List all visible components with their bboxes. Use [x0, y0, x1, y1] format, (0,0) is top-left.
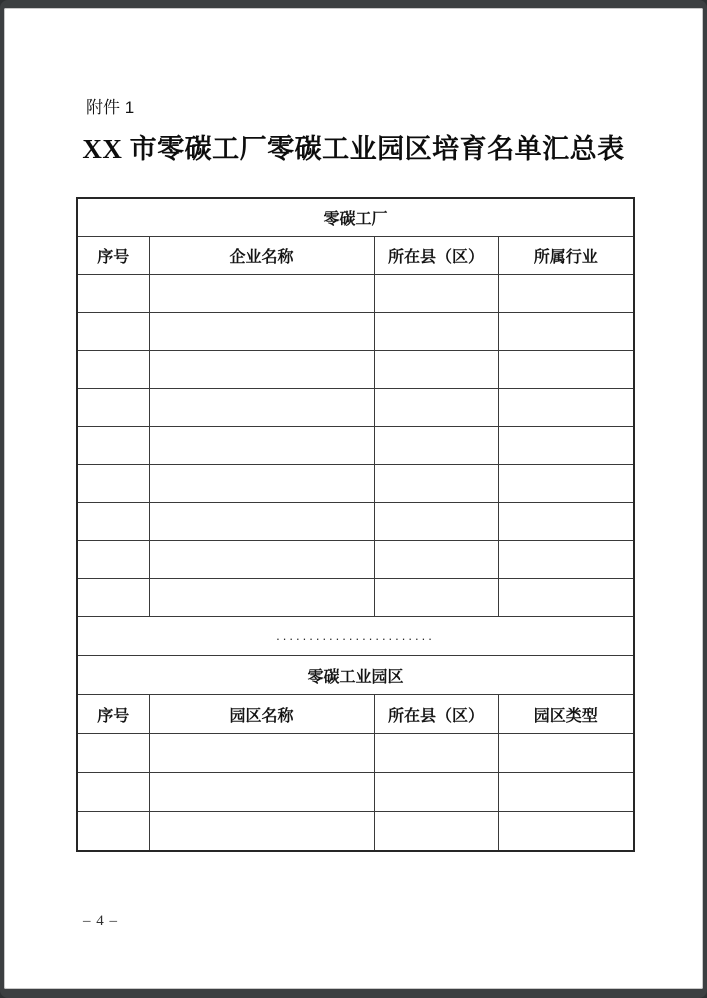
- separator-body: [77, 617, 634, 656]
- factory-section-title: 零碳工厂: [77, 198, 634, 237]
- empty-row: [77, 313, 634, 351]
- empty-cell: [77, 351, 149, 389]
- empty-cell: [149, 427, 374, 465]
- attachment-label: 附件 1: [86, 98, 135, 117]
- park-section-title: 零碳工业园区: [77, 656, 634, 695]
- empty-cell: [149, 389, 374, 427]
- empty-row: [77, 503, 634, 541]
- empty-cell: [374, 812, 498, 852]
- empty-cell: [498, 313, 634, 351]
- empty-cell: [498, 351, 634, 389]
- empty-cell: [149, 275, 374, 313]
- empty-row: [77, 734, 634, 773]
- empty-row: [77, 541, 634, 579]
- park-section-body: [77, 656, 634, 852]
- empty-cell: [374, 427, 498, 465]
- empty-cell: [374, 773, 498, 812]
- empty-cell: [77, 812, 149, 852]
- empty-cell: [498, 541, 634, 579]
- empty-row: [77, 351, 634, 389]
- col-header-park-name: 园区名称: [149, 695, 374, 734]
- empty-cell: [498, 773, 634, 812]
- park-column-header-row: [77, 695, 634, 734]
- empty-cell: [149, 465, 374, 503]
- empty-cell: [77, 275, 149, 313]
- col-header-serial-number: 序号: [77, 695, 149, 734]
- col-header-serial-number: 序号: [77, 237, 149, 275]
- empty-row: [77, 427, 634, 465]
- factory-section-header-row: [77, 198, 634, 237]
- empty-cell: [498, 389, 634, 427]
- page-title: XX 市零碳工厂零碳工业园区培育名单汇总表: [82, 134, 625, 164]
- empty-cell: [77, 427, 149, 465]
- empty-cell: [498, 579, 634, 617]
- empty-cell: [374, 503, 498, 541]
- empty-cell: [374, 734, 498, 773]
- empty-cell: [374, 541, 498, 579]
- empty-cell: [77, 389, 149, 427]
- document-page: [4, 8, 703, 989]
- empty-cell: [374, 275, 498, 313]
- empty-cell: [77, 503, 149, 541]
- empty-cell: [149, 351, 374, 389]
- empty-cell: [77, 579, 149, 617]
- summary-table: [76, 197, 635, 852]
- park-section-header-row: [77, 656, 634, 695]
- empty-cell: [374, 389, 498, 427]
- empty-cell: [149, 812, 374, 852]
- col-header-county-district: 所在县（区）: [374, 695, 498, 734]
- empty-row: [77, 773, 634, 812]
- col-header-industry: 所属行业: [498, 237, 634, 275]
- empty-cell: [498, 734, 634, 773]
- empty-cell: [149, 503, 374, 541]
- empty-cell: [149, 579, 374, 617]
- empty-cell: [149, 773, 374, 812]
- empty-cell: [498, 275, 634, 313]
- empty-cell: [498, 465, 634, 503]
- empty-cell: [374, 313, 498, 351]
- empty-cell: [77, 313, 149, 351]
- separator-row: [77, 617, 634, 656]
- empty-cell: [77, 541, 149, 579]
- empty-row: [77, 579, 634, 617]
- col-header-county-district: 所在县（区）: [374, 237, 498, 275]
- empty-cell: [374, 351, 498, 389]
- separator-dots: ........................: [77, 617, 634, 656]
- empty-cell: [498, 503, 634, 541]
- empty-cell: [77, 734, 149, 773]
- empty-cell: [498, 427, 634, 465]
- col-header-enterprise-name: 企业名称: [149, 237, 374, 275]
- empty-row: [77, 389, 634, 427]
- empty-cell: [374, 465, 498, 503]
- empty-cell: [77, 465, 149, 503]
- page-number: – 4 –: [83, 913, 118, 929]
- empty-row: [77, 812, 634, 852]
- empty-cell: [77, 773, 149, 812]
- empty-cell: [149, 313, 374, 351]
- empty-row: [77, 275, 634, 313]
- empty-cell: [374, 579, 498, 617]
- empty-cell: [498, 812, 634, 852]
- factory-section-body: [77, 198, 634, 617]
- empty-row: [77, 465, 634, 503]
- empty-cell: [149, 734, 374, 773]
- col-header-park-type: 园区类型: [498, 695, 634, 734]
- factory-column-header-row: [77, 237, 634, 275]
- empty-cell: [149, 541, 374, 579]
